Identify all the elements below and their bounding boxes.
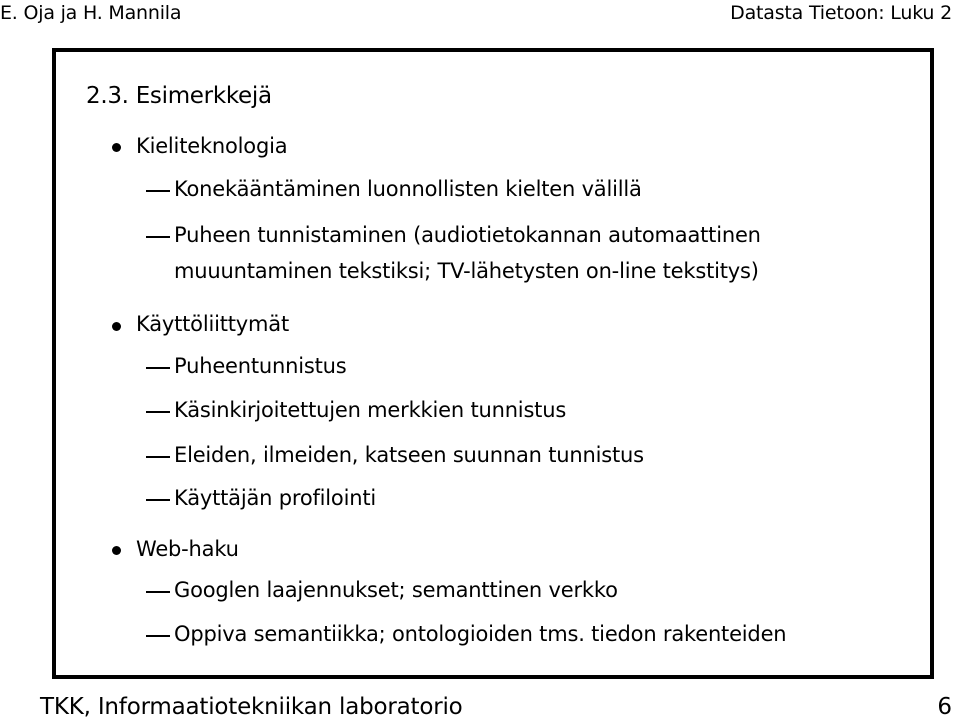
dash-icon [146,411,170,413]
dash-icon [146,236,170,238]
slide-title: 2.3. Esimerkkejä [86,83,272,109]
list-item: Googlen laajennukset; semanttinen verkko [174,578,618,602]
list-item: Käsinkirjoitettujen merkkien tunnistus [174,398,567,422]
list-item: Puheen tunnistaminen (audiotietokannan automaattinen [174,223,761,247]
bullet-icon [112,546,121,555]
bullet-icon [112,143,121,152]
list-item: Käyttäjän profilointi [174,486,376,510]
dash-icon [146,190,170,192]
list-item: Oppiva semantiikka; ontologioiden tms. tiedon rakenteiden [174,622,787,646]
dash-icon [146,591,170,593]
dash-icon [146,367,170,369]
list-item: Puheentunnistus [174,354,347,378]
section-label-kayttoliittymat: Käyttöliittymät [136,312,289,336]
header-authors: E. Oja ja H. Mannila [0,2,182,24]
section-label-kieliteknologia: Kieliteknologia [136,134,288,158]
header-course-title: Datasta Tietoon: Luku 2 [730,2,952,24]
footer-institution: TKK, Informaatiotekniikan laboratorio [40,694,463,720]
bullet-icon [112,322,121,331]
list-item: Konekääntäminen luonnollisten kielten välillä [174,177,642,201]
list-item-continuation: muuuntaminen tekstiksi; TV-lähetysten on-line tekstitys) [174,259,759,283]
dash-icon [146,635,170,637]
slide-frame [52,48,934,679]
dash-icon [146,456,170,458]
page-number: 6 [937,694,952,720]
dash-icon [146,499,170,501]
section-label-web-haku: Web-haku [136,537,239,561]
list-item: Eleiden, ilmeiden, katseen suunnan tunnistus [174,443,644,467]
